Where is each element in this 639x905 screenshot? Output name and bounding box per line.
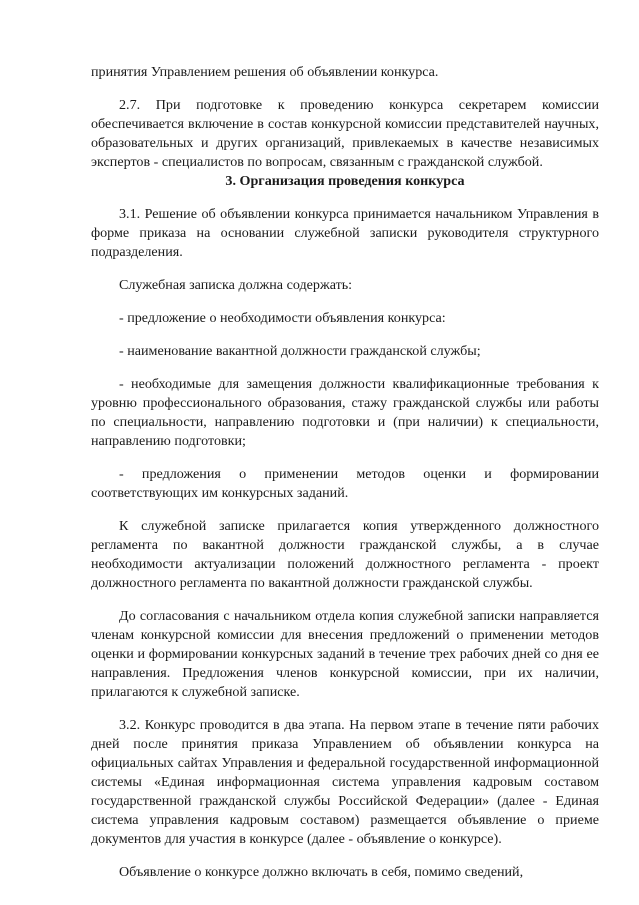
list-item-proposal: - предложение о необходимости объявления конкурса: xyxy=(119,310,446,326)
paragraph-3-1: 3.1. Решение об объявлении конкурса принимается начальником Управления в форме приказа на основании служебной записки руководителя структурного подразделения. xyxy=(91,206,599,260)
section-heading: 3. Организация проведения конкурса xyxy=(225,173,465,189)
paragraph-3-2: 3.2. Конкурс проводится в два этапа. На первом этапе в течение пяти рабочих дней после принятия приказа Управлением об объявлении конкурса на официальных сайтах Управления и федеральной государственной информационной системы «Единая информационная система управления кадровым составом государственной гражданской службы Российской Федерации» (далее - Единая система управления кадровым составом) размещается объявление о приеме документов для участия в конкурсе (далее - объявление о конкурсе). xyxy=(91,717,599,847)
paragraph-memo-intro: Служебная записка должна содержать: xyxy=(119,277,353,293)
paragraph-intro: принятия Управлением решения об объявлении конкурса. xyxy=(91,64,439,80)
paragraph-attachment: К служебной записке прилагается копия утвержденного должностного регламента по вакантной должности гражданской службы, а в случае необходимости актуализации положений должностного регламента - проект должностного регламента по вакантной должности гражданской службы. xyxy=(91,518,599,591)
paragraph-announcement: Объявление о конкурсе должно включать в себя, помимо сведений, xyxy=(119,864,524,880)
document-body xyxy=(91,63,599,882)
list-item-position-name: - наименование вакантной должности гражданской службы; xyxy=(119,343,481,359)
paragraph-agreement: До согласования с начальником отдела копия служебной записки направляется членам конкурсной комиссии для внесения предложений о применении методов оценки и формировании конкурсных заданий в течение трех рабочих дней со дня ее направления. Предложения членов конкурсной комиссии, при их наличии, прилагаются к служебной записке. xyxy=(91,608,599,700)
list-item-qualification: - необходимые для замещения должности квалификационные требования к уровню профессионального образования, стажу гражданской службы или работы по специальности, направлению подготовки и (при наличии) к специальности, направлению подготовки; xyxy=(91,376,599,449)
paragraph-2-7: 2.7. При подготовке к проведению конкурса секретарем комиссии обеспечивается включение в состав конкурсной комиссии представителей научных, образовательных и других организаций, привлекаемых в качестве независимых экспертов - специалистов по вопросам, связанным с гражданской службой. xyxy=(91,97,599,170)
list-item-assessment: - предложения о применении методов оценки и формировании соответствующих им конкурсных заданий. xyxy=(91,466,599,501)
